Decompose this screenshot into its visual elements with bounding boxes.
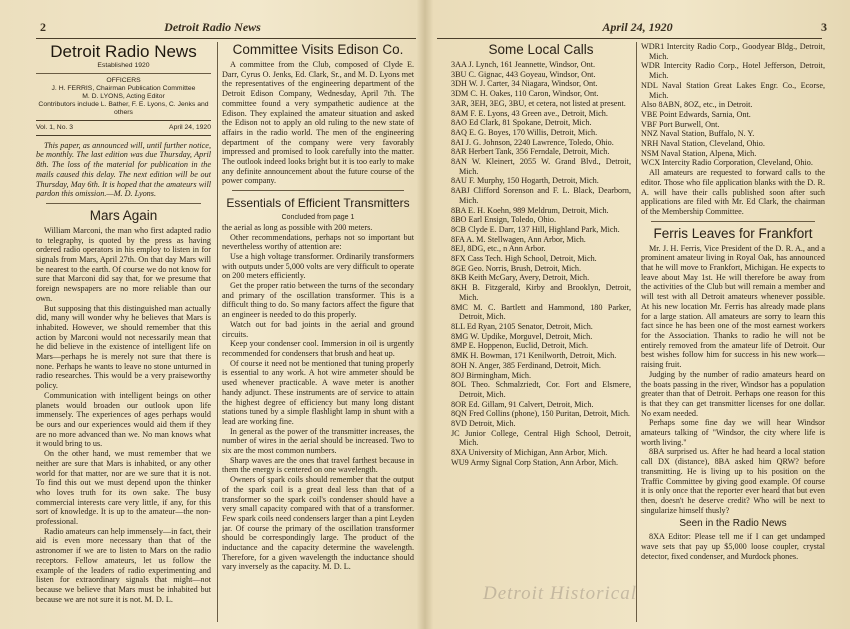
station-entry: NRH Naval Station, Cleveland, Ohio. (641, 139, 765, 149)
call-sign-entry: 8AQ E. G. Boyes, 170 Willis, Detroit, Mich. (451, 127, 598, 137)
column-divider-right (636, 42, 637, 622)
essentials-paragraph: Use a high voltage transformer. Ordinarily transformers with outputs under 5,000 volts are very difficult to operate on 200 meters efficiently. (222, 251, 414, 281)
column-divider-left (217, 42, 218, 622)
call-sign-entry: 8OH N. Anger, 385 Ferdinand, Detroit, Mich. (451, 360, 601, 370)
station-entry: VBE Point Edwards, Sarnia, Ont. (641, 109, 751, 119)
station-entry: Also 8ABN, 8OZ, etc., in Detroit. (641, 100, 753, 110)
mars-paragraph: But supposing that this distinguished man actually did, many will wonder why he believes that Mars is inhabited. However, we should remember that this action by Marconi would not necessarily mean that he did believe in the existence of intelligent life on Mars—perhaps he is merely not sure that there is none. Perhaps he wants to leave no stone unturned in radio researches. This would be a very praiseworthy policy. (36, 303, 211, 391)
call-sign-entry: WU9 Army Signal Corp Station, Ann Arbor, Mich. (451, 457, 619, 467)
call-sign-entry: 8AO Ed Clark, 81 Spokane, Detroit, Mich. (451, 118, 592, 128)
station-entry: NNZ Naval Station, Buffalo, N. Y. (641, 129, 755, 139)
header-rule-left (36, 38, 416, 39)
station-entry: NDL Naval Station Great Lakes Engr. Co., Ecorse, Mich. (641, 80, 825, 100)
call-sign-entry: 8AU F. Murphy, 150 Hogarth, Detroit, Mich. (451, 176, 599, 186)
station-entry: WCX Intercity Radio Corporation, Cleveland, Ohio. (641, 158, 813, 168)
call-sign-entry: 8CB Clyde E. Darr, 137 Hill, Highland Park, Mich. (451, 224, 620, 234)
call-sign-entry: 8LL Ed Ryan, 2105 Senator, Detroit, Mich. (451, 321, 593, 331)
volume-line (36, 120, 211, 136)
call-sign-entry: 8BA E. H. Koehn, 989 Meldrum, Detroit, Mich. (451, 205, 609, 215)
officer-chairman: J. H. FERRIS, Chairman Publication Committee (51, 85, 196, 92)
right-column-1 (451, 42, 631, 626)
mars-paragraph: Radio amateurs can help immensely—in fact, their aid is even more necessary than that of the astronomer if we are to listen to Mars on the radio receptors. Fellow amateurs, let us follow the example of the leaders of radio experimenting and listen for extraordinary signals that might—not because we believe that Mars must be inhabited but because we are not sure it is not. M. D. L. (36, 526, 211, 604)
essentials-paragraph: Owners of spark coils should remember that the output of the spark coil is a great deal less than that of a transformer so the spark coil's condenser should have a very small capacity compared with that of a transformer. Few spark coils need condensers larger than a pint Leyden jar. Of course the primary of the oscillation transformer should be correspondingly large. The product of the inductance and the capacity determine the wavelength. Therefore, for a given wavelength the inductance should vary inversely as the capacity. M. D. L. (222, 475, 414, 572)
running-title-right: April 24, 1920 (602, 20, 673, 34)
mars-paragraph: William Marconi, the man who first adapted radio to telegraphy, is quoted by the press as having ordered radio operators in his employ to listen in for signals from Mars, April 27th. On that day Mars will be nearest to the earth. Of course we do not know for sure that Marconi did say that, for we presume that foreign newspapers are no more reliable than our own. (36, 225, 211, 303)
header-rule-right (437, 38, 822, 39)
station-entry: WDR1 Intercity Radio Corp., Goodyear Bldg., Detroit, Mich. (641, 42, 825, 61)
call-sign-entry: 8OJ Birmingham, Mich. (451, 370, 532, 380)
call-sign-entry: 8FA A. M. Stellwagen, Ann Arbor, Mich. (451, 234, 586, 244)
essentials-paragraph: Keep your condenser cool. Immersion in oil is urgently recommended for condensers that brush and heat up. (222, 339, 414, 358)
radio-news-headline: Seen in the Radio News (679, 518, 787, 530)
call-sign-entry: 8AR Herbert Tank, 356 Ferndale, Detroit, Mich. (451, 147, 610, 157)
call-sign-entry: 8AI J. G. Johnson, 2240 Lawrence, Toledo, Ohio. (451, 137, 614, 147)
publication-notice: This paper, as announced will, until further notice, be monthly. The last edition was due Thursday, April 8th. The loss of the material for publication in the mails caused this delay. The next edition will be out Thursday, May 6th. It is hoped that the amateurs will pardon this omission.—M. D. Lyons. (36, 140, 211, 199)
calls-headline: Some Local Calls (488, 42, 594, 57)
volume-number: Vol. 1, No. 3 (36, 124, 74, 131)
stations-list (641, 42, 825, 168)
page-number-right: 3 (821, 20, 827, 34)
call-sign-entry: 8FX Cass Tech. High School, Detroit, Mich. (451, 254, 597, 264)
call-sign-entry: JC Junior College, Central High School, Detroit, Mich. (451, 428, 631, 448)
call-sign-entry: 8XA University of Michigan, Ann Arbor, Mich. (451, 448, 608, 458)
essentials-headline: Essentials of Efficient Transmitters (226, 196, 410, 211)
call-sign-entry: 3DM C. H. Oakes, 110 Caron, Windsor, Ont. (451, 89, 599, 99)
calls-list (451, 60, 631, 468)
masthead-title: Detroit Radio News (50, 42, 197, 61)
call-sign-entry: 8MC M. C. Bartlett and Hammond, 180 Parker, Detroit, Mich. (451, 302, 631, 322)
essentials-paragraph: Other recommendations, perhaps not so important but nevertheless worthy of attention are: (222, 232, 414, 252)
call-sign-entry: 8OR Ed. Gillam, 91 Calvert, Detroit, Mich. (451, 399, 594, 409)
call-sign-entry: 8QN Fred Collins (phone), 150 Puritan, Detroit, Mich. (451, 409, 630, 419)
edison-headline: Committee Visits Edison Co. (232, 42, 404, 57)
ferris-headline: Ferris Leaves for Frankfort (653, 225, 813, 241)
call-sign-entry: 3AR, 3EH, 3EG, 3BU, et cetera, not listed at present. (451, 98, 626, 108)
right-page (425, 0, 850, 629)
call-sign-entry: 8MG W. Updike, Morguvel, Detroit, Mich. (451, 331, 593, 341)
officers-label: OFFICERS (106, 77, 141, 84)
left-column-2 (222, 42, 414, 626)
contributors: Contributors include L. Bather, F. E. Lyons, C. Jenks and others (38, 101, 209, 116)
call-sign-entry: 8KB Keith McGary, Avery, Detroit, Mich. (451, 273, 590, 283)
edison-paragraph: A committee from the Club, composed of Clyde E. Darr, Cyrus O. Jenks, Ed. Clark, Sr., and M. D. Lyons met the representatives of the engineering department of the Detroit Edison Company, Wednesday, April 7th. The committee found a very sympathetic audience at the Edison. They explained the amateur situation and asked the Edison not to apply an old ruling to the new state of affairs in the radio world. The men of the engineering department of the company were very favorably impressed and promised to look carefully into the matter. The outlook indeed looks bright but it is too early to make any definite announcement about the future course of the power company. (222, 60, 414, 186)
right-column-2 (641, 42, 825, 626)
ferris-paragraph: 8BA surprised us. After he had heard a local station call DX (distance), 8BA asked him QRW? before transmitting. He is living up to his position on the Traffic Committee by giving good example. Of course it is only once that the reporter ever heard that but even then, doesn't he deserve credit? Who will be next to singularize himself thusly? (641, 447, 825, 515)
essentials-paragraph: Watch out for bad joints in the aerial and ground circuits. (222, 319, 414, 339)
call-sign-entry: 8OL Theo. Schmalzriedt, Cor. Fort and Elsmere, Detroit, Mich. (451, 380, 631, 399)
call-sign-entry: 8EJ, 8DG, etc., n Ann Arbor. (451, 244, 546, 254)
call-sign-entry: 3DH W. J. Carter, 34 Niagara, Windsor, Ont. (451, 79, 598, 89)
ferris-paragraph: Judging by the number of radio amateurs heard on the boats passing in the river, Windsor has a population greater than that of Detroit. Perhaps one reason for this is that they can get transmitter licenses for one dollar. No exam needed. (641, 369, 825, 418)
call-sign-entry: 8VD Detroit, Mich. (451, 419, 516, 429)
issue-date: April 24, 1920 (169, 124, 211, 131)
call-sign-entry: 8GE Geo. Norris, Brush, Detroit, Mich. (451, 263, 582, 273)
call-sign-entry: 8ABJ Clifford Sorenson and F. L. Black, Dearborn, Mich. (451, 186, 631, 205)
call-sign-entry: 8AM F. E. Lyons, 43 Green ave., Detroit, Mich. (451, 108, 608, 118)
essentials-paragraph: In general as the power of the transmitter increases, the number of wires in the aerial should be increased. Two to six are the most common numbers. (222, 426, 414, 456)
mars-paragraph: Communication with intelligent beings on other planets would broaden our outlook upon life immensely. The experiences of ages perhaps would be ours and our experiences would aid them if they are no more advanced than we. No man knows what it would bring to us. (36, 390, 211, 449)
essentials-paragraph: Of course it need not be mentioned that tuning properly is essential to any work. A hot wire ammeter should be used whenever practicable. A wave meter is another handy adjunct. These instruments are of service to attain the highest degree of efficiency but many long distant stations tuned by a simple flashlight lamp in shunt with a lead are working fine. (222, 358, 414, 426)
officer-editor: M. D. LYONS, Acting Editor (82, 93, 165, 100)
radio-news-paragraph: 8XA Editor: Please tell me if I can get undamped wave sets that pay up $5,000 loose coupler, crystal detector, fixed condenser, and Murdock phones. (641, 532, 825, 561)
mars-headline: Mars Again (89, 207, 158, 223)
masthead-established: Established 1920 (97, 62, 150, 69)
station-entry: VBF Port Burwell, Ont. (641, 119, 720, 129)
call-sign-entry: 3BU C. Gignac, 443 Goyeau, Windsor, Ont. (451, 69, 596, 79)
continued-note: Concluded from page 1 (281, 214, 355, 222)
mars-paragraph: On the other hand, we must remember that we neither are sure that Mars is inhabited, or any other world for that matter, nor are we sure that it is not. To find this out we must depend upon the thinker who loves truth for its own sake. The busy commercial interests care very little, if any, for this sort of knowledge. It is up to the amateur—the non-professional. (36, 449, 211, 527)
call-sign-entry: 8BO Earl Ensign, Toledo, Ohio. (451, 215, 557, 225)
watermark: Detroit Historical (483, 583, 637, 604)
left-column-1 (36, 42, 211, 626)
calls-request-note: All amateurs are requested to forward calls to the editor. Those who file application blanks with the D. R. A. will have their calls published soon after such applications are filed with Mr. Ed Clark, the chairman of the Membership Committee. (641, 168, 825, 216)
ferris-paragraph: Mr. J. H. Ferris, Vice President of the D. R. A., and a prominent amateur living in Royal Oak, has announced that he will move to Frankfort, Michigan. He expects to leave about May 1st. He will therefore be away from the activities of the Club but will remain a member and will test with all Detroit amateurs whenever possible. At his new location Mr. Ferris has already made plans for a large station. All amateurs are sorry to learn this fact since he has been one of the most earnest workers for the Association. Thanks to radio he will not be entirely removed from the amateur life of Detroit. Our best wishes follow him for success in his new work—raising fruit. (641, 243, 825, 370)
masthead (36, 42, 211, 136)
page-number-left: 2 (40, 20, 46, 34)
essentials-paragraph: Get the proper ratio between the turns of the secondary and primary of the oscillation transformer. This is a difficult thing to do. So many factors affect the figure that an engineer is needed to do this properly. (222, 281, 414, 320)
running-title-left: Detroit Radio News (164, 20, 261, 34)
essentials-paragraph: Sharp waves are the ones that travel farthest because in them the energy is centered on one wavelength. (222, 455, 414, 475)
call-sign-entry: 8KH B. Fitzgerald, Kirby and Brooklyn, Detroit, Mich. (451, 283, 631, 302)
call-sign-entry: 8MP E. Hoppenon, Euclid, Detroit, Mich. (451, 341, 589, 351)
call-sign-entry: 8MK H. Bowman, 171 Kenilworth, Detroit, Mich. (451, 351, 617, 361)
essentials-paragraph: the aerial as long as possible with 200 meters. (222, 222, 373, 232)
station-entry: WDR Intercity Radio Corp., Hotel Jefferson, Detroit, Mich. (641, 61, 825, 81)
station-entry: NSM Naval Station, Alpena, Mich. (641, 148, 757, 158)
call-sign-entry: 3AA J. Lynch, 161 Jeannette, Windsor, Ont. (451, 60, 596, 69)
call-sign-entry: 8AN W. Kleinert, 2055 W. Grand Blvd., Detroit, Mich. (451, 157, 631, 176)
ferris-paragraph: Perhaps some fine day we will hear Windsor amateurs talking of "Windsor, the city where life is worth living." (641, 418, 825, 447)
